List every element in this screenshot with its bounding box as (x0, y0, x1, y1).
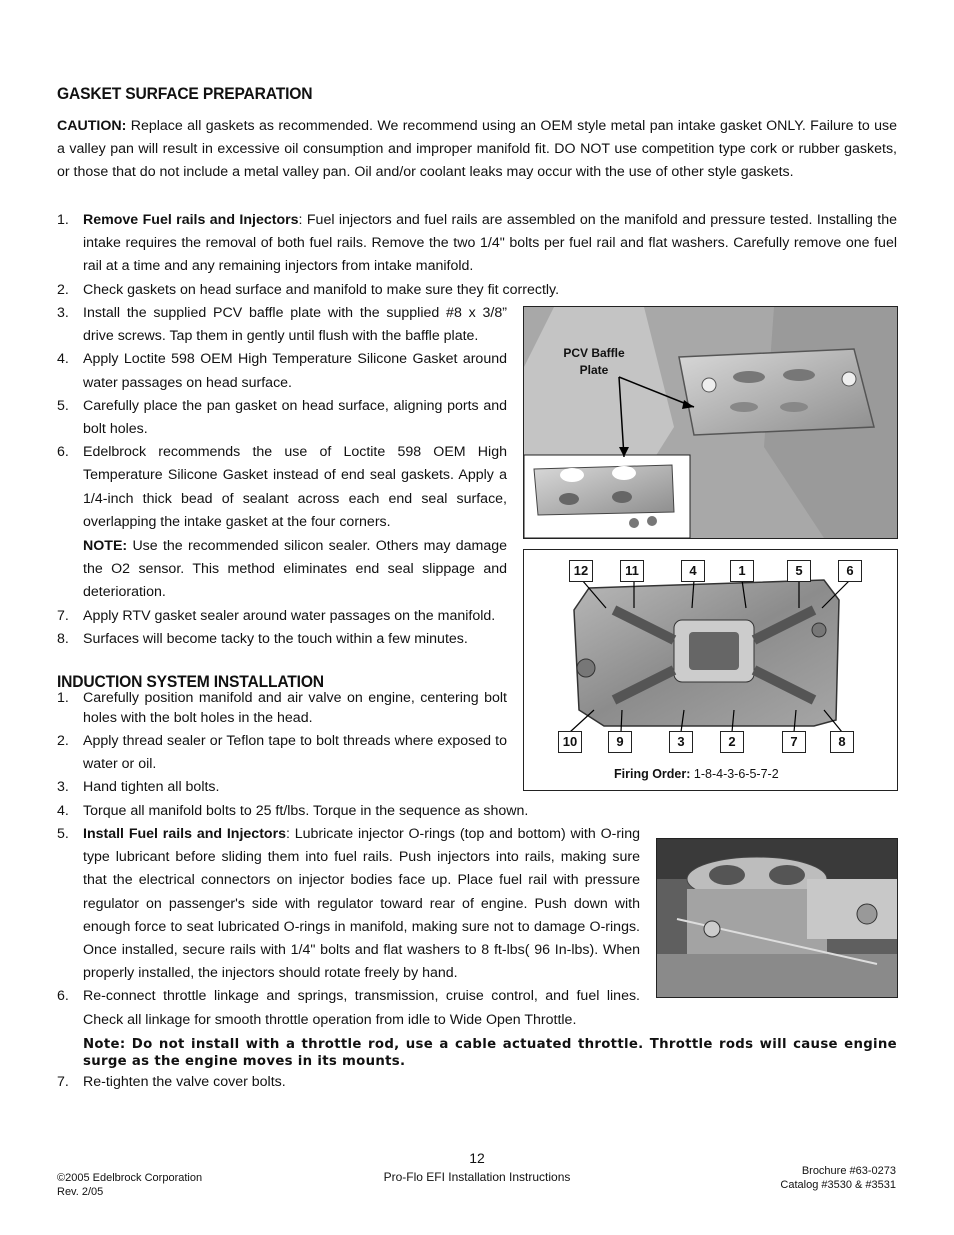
bolt-label-top-3: 4 (681, 560, 705, 582)
induction-steps-column-2 (57, 823, 640, 1032)
pcv-baffle-label: PCV Baffle Plate (563, 346, 625, 377)
throttle-body-illustration (657, 839, 897, 997)
bolt-label-bottom-5: 7 (782, 731, 806, 753)
throttle-rod-note (83, 1036, 897, 1070)
firing-order (614, 767, 779, 781)
throttle-note-text: Do not install with a throttle rod, use a cable actuated throttle. Throttle rods will cause engine surge as the engine moves in its mounts. (83, 1037, 897, 1069)
revision: Rev. 2/05 (57, 1186, 104, 1198)
brochure-number: Brochure #63-0273 (801, 1165, 896, 1177)
throttle-note-label: Note: (83, 1037, 126, 1052)
section-heading-induction: INDUCTION SYSTEM INSTALLATION (57, 672, 324, 691)
list-item: 4. Apply Loctite 598 OEM High Temperature Silicone Gasket around water passages on head surface. (57, 351, 507, 391)
page-number: 12 (469, 1150, 485, 1166)
catalog-number: Catalog #3530 & #3531 (780, 1179, 896, 1191)
footer-right (780, 1164, 896, 1192)
bolt-label-top-2: 11 (620, 560, 644, 582)
list-item: 3. Hand tighten all bolts. (57, 779, 220, 795)
bolt-label-bottom-6: 8 (830, 731, 854, 753)
caution-label: CAUTION: (57, 118, 127, 134)
list-item: 5. Carefully place the pan gasket on head surface, aligning ports and bolt holes. (57, 397, 507, 438)
induction-steps-column (57, 689, 507, 799)
caution-paragraph (57, 115, 897, 185)
bolt-label-bottom-2: 9 (608, 731, 632, 753)
pcv-baffle-illustration (524, 307, 897, 538)
footer-doc-title: Pro-Flo EFI Installation Instructions (383, 1170, 571, 1184)
list-item: 1. Carefully position manifold and air valve on engine, centering bolt holes with the bolt holes in the head. (57, 690, 507, 726)
list-item: 2. Check gaskets on head surface and manifold to make sure they fit correctly. (57, 281, 560, 298)
list-item: 1. Remove Fuel rails and Injectors: Fuel injectors and fuel rails are assembled on the manifold and pressure tested. Installing the intake requires the removal of both fuel rails. Remove the two 1/4" bolts per fuel rail and flat washers. Carefully remove one fuel rail at a time and any remaining injectors from intake manifold. (57, 212, 898, 275)
list-item: 3. Install the supplied PCV baffle plate with the supplied #8 x 3/8” drive screws. Tap them in gently until flush with the baffle plate. (57, 305, 507, 345)
list-item: 5. Install Fuel rails and Injectors: Lubricate injector O-rings (top and bottom) with O-ring type lubricant before sliding them into fuel rails. Push injectors into rails, making sure that the electrical connectors on injector bodies face up. Place fuel rail with pressure regulator on passenger's side with regulator toward rear of engine. Push down with enough force to seat lubricated O-rings in manifold, making sure not to damage O-rings. Once installed, secure rails with 1/4" bolts and flat washers to 8 ft-lbs( 96 In-lbs). When properly installed, the injectors should rotate freely by hand. (57, 826, 640, 982)
bolt-label-top-5: 5 (787, 560, 811, 582)
list-item: 7. Apply RTV gasket sealer around water passages on the manifold. (57, 607, 496, 624)
manifold-illustration (524, 550, 897, 790)
bolt-label-bottom-3: 3 (669, 731, 693, 753)
firing-order-value: 1-8-4-3-6-5-7-2 (693, 767, 779, 781)
throttle-body-photo (656, 838, 898, 998)
note-item (57, 535, 507, 605)
copyright: ©2005 Edelbrock Corporation (57, 1172, 203, 1184)
list-item: 4. Torque all manifold bolts to 25 ft/lbs. Torque in the sequence as shown. (57, 803, 529, 819)
bolt-label-top-4: 1 (730, 560, 754, 582)
caution-text: Replace all gaskets as recommended. We recommend using an OEM style metal pan intake gasket ONLY. Failure to use a valley pan will result in excessive oil consumption and improper manifold fit. DO NOT use competition type cork or rubber gaskets, or those that do not include a metal valley pan. Oil and/or coolant leaks may occur with the use of other style gaskets. (57, 118, 897, 181)
gasket-steps-column (57, 302, 507, 651)
list-item: 8. Surfaces will become tacky to the touch within a few minutes. (57, 630, 468, 647)
note-text: Use the recommended silicon sealer. Others may damage the O2 sensor. This method eliminates end seal slippage and deterioration. (83, 538, 507, 601)
section-heading-gasket: GASKET SURFACE PREPARATION (57, 84, 313, 103)
list-item: 6. Edelbrock recommends the use of Loctite 598 OEM High Temperature Silicone Gasket instead of end seal gaskets. Apply a 1/4-inch thick bead of sealant across each end seal surface, overlapping the intake gasket at the four corners. (57, 444, 507, 530)
bolt-label-bottom-1: 10 (558, 731, 582, 753)
induction-steps-full (57, 800, 897, 823)
footer-left (57, 1171, 202, 1199)
bolt-label-top-1: 12 (569, 560, 593, 582)
gasket-steps-full (57, 209, 897, 302)
induction-steps-final (57, 1071, 897, 1094)
firing-order-label: Firing Order: (614, 767, 691, 781)
pcv-baffle-photo (523, 306, 898, 539)
list-item: 2. Apply thread sealer or Teflon tape to bolt threads where exposed to water or oil. (57, 733, 507, 772)
torque-sequence-figure (523, 549, 898, 791)
list-item: 6. Re-connect throttle linkage and springs, transmission, cruise control, and fuel lines. Check all linkage for smooth throttle operation from idle to Wide Open Throttle. (57, 988, 640, 1028)
note-label: NOTE: (83, 538, 128, 555)
list-item: 7. Re-tighten the valve cover bolts. (57, 1074, 286, 1090)
bolt-label-top-6: 6 (838, 560, 862, 582)
bolt-label-bottom-4: 2 (720, 731, 744, 753)
